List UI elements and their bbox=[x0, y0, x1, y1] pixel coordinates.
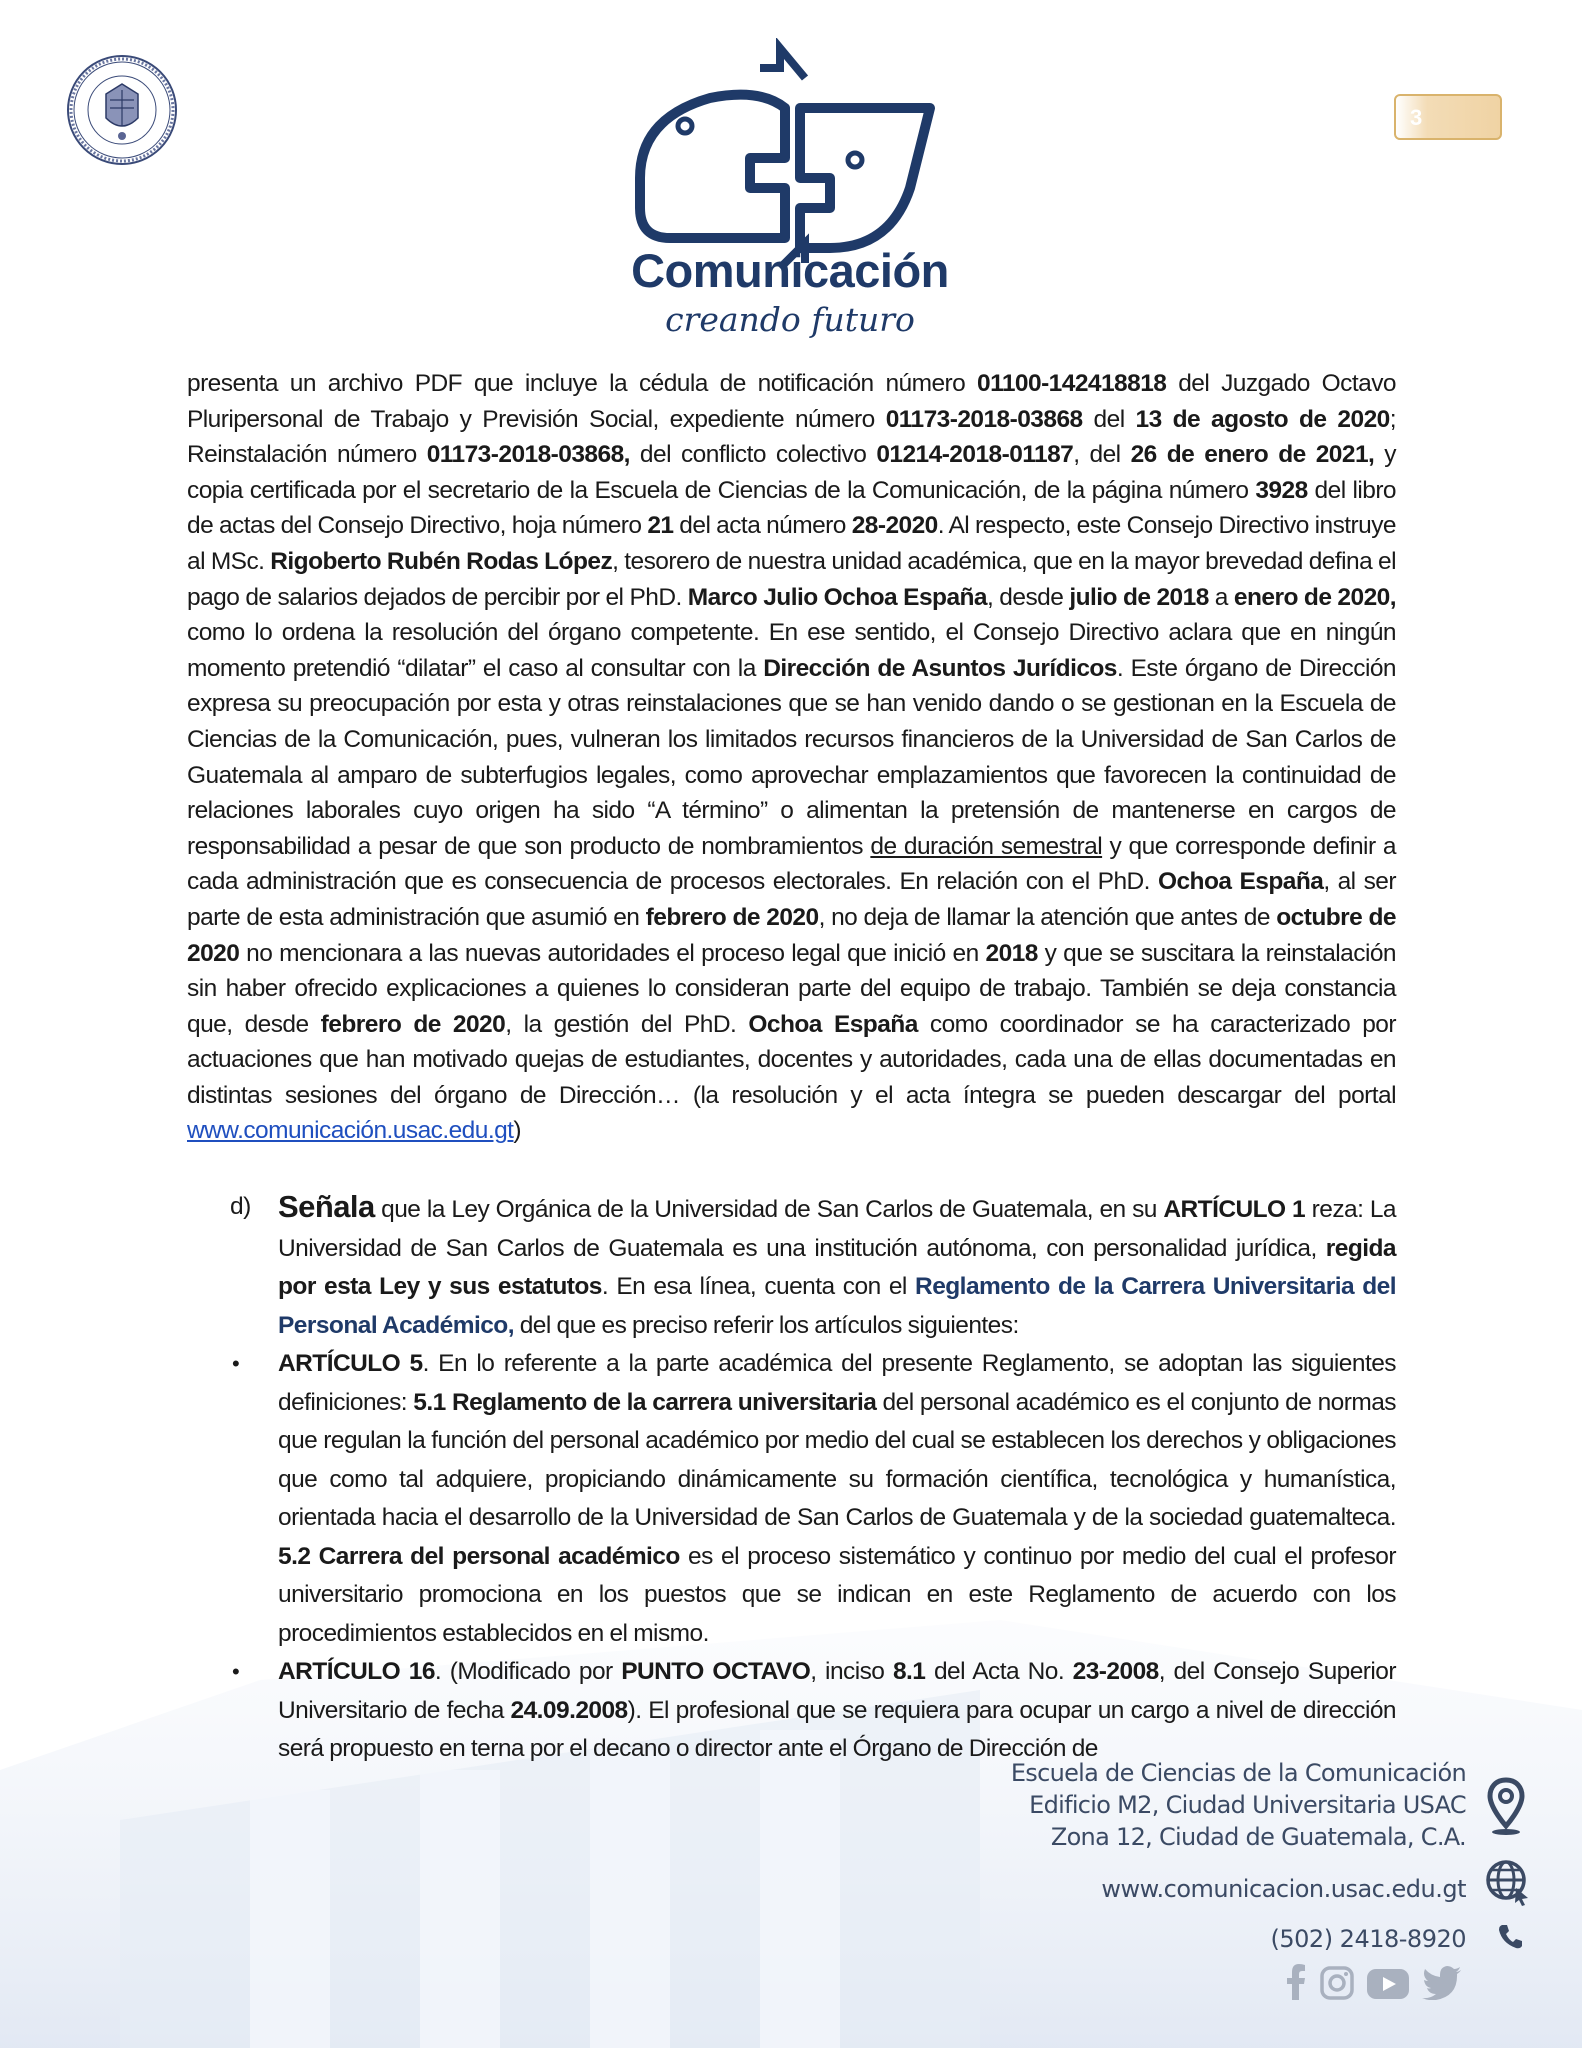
text-run: , propiciando dinámicamente su formación científica, tecnológica y humanística, orientada hacia el desarrollo de la Universidad de San Carlos de Guatemala y de la sociedad guatemalteca. bbox=[278, 1465, 1396, 1531]
list-item-d bbox=[230, 1188, 1396, 1345]
bold-text: PUNTO OCTAVO bbox=[621, 1658, 811, 1685]
underlined-text: por medio del cual el profesor universitario promociona en los puestos que se indican en este Reglamento de acuerdo con los procedimientos establecidos bbox=[278, 1542, 1396, 1647]
text-run: reza: La Universidad de San Carlos de Guatemala es una institución autónoma, con personalidad jurídica, bbox=[278, 1196, 1396, 1262]
text-run: del Juzgado Octavo Pluripersonal de Trabajo y Previsión Social, expediente número bbox=[187, 370, 1396, 433]
list-item-article-5 bbox=[230, 1345, 1396, 1653]
text-run: , tesorero de nuestra unidad académica, que en la mayor brevedad defina el pago de salarios dejados de percibir por el PhD. bbox=[187, 547, 1397, 611]
text-run: , del Consejo Superior Universitario de fecha bbox=[278, 1658, 1396, 1724]
footer-website[interactable]: www.comunicacion.usac.edu.gt bbox=[1101, 1875, 1466, 1903]
text-run: del conflicto colectivo bbox=[629, 441, 877, 469]
text-run: no mencionara a las nuevas autoridades el proceso legal que inició en bbox=[239, 939, 986, 967]
address-line: Escuela de Ciencias de la Comunicación bbox=[1010, 1759, 1466, 1787]
emphasis-word: Señala bbox=[278, 1189, 375, 1224]
main-paragraph bbox=[187, 366, 1396, 1149]
underlined-text: a nivel de dirección bbox=[1195, 1696, 1397, 1724]
person-name: Marco Julio Ochoa España bbox=[687, 583, 988, 611]
text-run: , no deja de llamar la atención que antes de bbox=[818, 903, 1277, 931]
twitter-icon[interactable] bbox=[1422, 1966, 1462, 2000]
text-run: , del bbox=[1073, 441, 1131, 469]
text-run: . En lo referente a la parte académica del presente Reglamento, se adoptan las siguientes definiciones: bbox=[278, 1350, 1396, 1416]
year: 2018 bbox=[985, 939, 1038, 967]
case-number: 01173-2018-03868 bbox=[885, 405, 1083, 433]
bold-text: 8.1 bbox=[892, 1658, 926, 1685]
logo-tagline: creando futuro bbox=[665, 300, 915, 339]
bold-text: regida por esta Ley y sus estatutos bbox=[278, 1234, 1396, 1300]
page-number-badge bbox=[1394, 94, 1502, 140]
list-marker: d) bbox=[230, 1193, 251, 1220]
article-title: ARTÍCULO 16 bbox=[278, 1658, 435, 1685]
address-line: Zona 12, Ciudad de Guatemala, C.A. bbox=[1050, 1823, 1466, 1851]
text-run: como coordinador se ha caracterizado por actuaciones que han motivado quejas de estudiantes, docentes y autoridades, cada una de ellas documentadas en distintas sesiones del órgano de Dirección… (la resolución y el acta íntegra se pueden descargar del portal bbox=[187, 1010, 1396, 1109]
date: octubre de 2020 bbox=[187, 903, 1396, 967]
article-title: ARTÍCULO 5 bbox=[278, 1350, 423, 1377]
conflict-number: 01214-2018-01187 bbox=[876, 441, 1074, 469]
youtube-icon[interactable] bbox=[1366, 1968, 1410, 2000]
text-run: del bbox=[1082, 405, 1136, 433]
text-run: en el mismo. bbox=[571, 1619, 709, 1647]
logo-wordmark: Comunicación bbox=[631, 244, 949, 297]
reinstatement-number: 01173-2018-03868, bbox=[426, 441, 630, 469]
date: 13 de agosto de 2020 bbox=[1135, 405, 1390, 433]
portal-link[interactable]: www.comunicación.usac.edu.gt bbox=[187, 1117, 514, 1145]
text-run: del personal académico es el conjunto de bbox=[876, 1388, 1318, 1416]
page-number: 3 bbox=[1410, 105, 1423, 130]
article-ref: ARTÍCULO 1 bbox=[1163, 1196, 1306, 1223]
footer-contact bbox=[1011, 1757, 1466, 1953]
university-seal-logo bbox=[66, 54, 178, 166]
address-line: Edificio M2, Ciudad Universitaria USAC bbox=[1029, 1791, 1466, 1819]
text-run: del que es preciso referir los artículos siguientes: bbox=[513, 1311, 1019, 1339]
text-run: , al ser parte de esta administración que asumió en bbox=[187, 868, 1396, 931]
person-name: Rigoberto Rubén Rodas López bbox=[270, 547, 613, 575]
location-pin-icon bbox=[1486, 1776, 1526, 1838]
person-name: Ochoa España bbox=[748, 1010, 918, 1038]
text-run: y que corresponde definir a cada administración que es consecuencia de procesos electorales. En relación con el PhD. bbox=[187, 832, 1396, 896]
footer-phone: (502) 2418-8920 bbox=[1270, 1925, 1466, 1953]
date: 26 de enero de 2021, bbox=[1130, 441, 1375, 469]
list-item-article-16 bbox=[230, 1653, 1396, 1769]
date: febrero de 2020 bbox=[645, 903, 819, 931]
text-run: como lo ordena la resolución del órgano competente. En ese sentido, el Consejo Directivo aclara que en ningún momento pretendió “dilatar” el caso al consultar con la bbox=[187, 619, 1396, 682]
date: julio de 2018 bbox=[1069, 583, 1209, 611]
text-run: ) bbox=[513, 1117, 522, 1145]
definition-title: 5.2 Carrera del personal académico bbox=[278, 1542, 680, 1570]
phone-icon bbox=[1496, 1922, 1524, 1950]
text-run: del libro de actas del Consejo Directivo, hoja número bbox=[187, 476, 1397, 540]
text-run: , la gestión del PhD. bbox=[505, 1010, 749, 1038]
bullet-icon: • bbox=[232, 1659, 240, 1684]
text-run: ; Reinstalación número bbox=[187, 405, 1396, 469]
sheet-number: 21 bbox=[647, 512, 674, 540]
globe-icon[interactable] bbox=[1484, 1858, 1532, 1906]
article-list bbox=[230, 1188, 1396, 1769]
facebook-icon[interactable] bbox=[1283, 1964, 1309, 2000]
text-run: que la Ley Orgánica de la Universidad de San Carlos de Guatemala, en su bbox=[374, 1196, 1164, 1223]
text-run: del acta número bbox=[673, 512, 852, 540]
text-run: . (Modificado por bbox=[434, 1658, 622, 1685]
text-run: . Al respecto, este Consejo Directivo instruye al MSc. bbox=[187, 512, 1396, 575]
text-run: . En esa línea, cuenta con el bbox=[601, 1273, 916, 1300]
regulation-title: Reglamento de la Carrera Universitaria del Personal Académico, bbox=[278, 1273, 1396, 1339]
text-run: , inciso bbox=[810, 1658, 893, 1685]
text-run: es el proceso sistemático y continuo bbox=[679, 1542, 1080, 1570]
date: febrero de 2020 bbox=[320, 1010, 506, 1038]
instagram-icon[interactable] bbox=[1320, 1966, 1354, 2000]
date: enero de 2020, bbox=[1233, 583, 1396, 611]
text-run: . Este órgano de Dirección expresa su preocupación por esta y otras reinstalaciones que se han venido dando o se gestionan en la Escuela de Ciencias de la Comunicación, pues, vulneran los limitados recursos financieros de la Universidad de San Carlos de Guatemala al amparo de subterfugios legales, como aprovechar emplazamientos que favorecen la continuidad de relaciones laborales cuyo origen ha sido “A término” o alimentan la pretensión de mantenerse en cargos de responsabilidad a pesar de que son producto de nombramientos bbox=[187, 654, 1396, 860]
act-number: 28-2020 bbox=[851, 512, 938, 540]
underlined-text: de duración semestral bbox=[870, 832, 1103, 860]
person-name: Ochoa España bbox=[1157, 868, 1324, 896]
bold-text: 23-2008 bbox=[1072, 1658, 1159, 1685]
text-run: y copia certificada por el secretario de la Escuela de Ciencias de la Comunicación, de la página número bbox=[187, 441, 1396, 504]
text-run: a bbox=[1208, 583, 1234, 611]
date: 24.09.2008 bbox=[510, 1696, 628, 1724]
text-run: y que se suscitara la reinstalación sin haber ofrecido explicaciones a quienes lo consideran parte del equipo de trabajo. También se deja constancia que, desde bbox=[187, 939, 1396, 1038]
text-run: presenta un archivo PDF que incluye la cédula de notificación número bbox=[187, 370, 978, 397]
text-run: , desde bbox=[987, 583, 1070, 611]
text-run: ). El profesional que se requiera para ocupar un cargo bbox=[627, 1696, 1196, 1724]
page-number-ref: 3928 bbox=[1255, 476, 1308, 504]
bullet-icon: • bbox=[232, 1351, 240, 1376]
department-name: Dirección de Asuntos Jurídicos bbox=[763, 654, 1117, 682]
definition-title: 5.1 Reglamento de la carrera universitaria bbox=[413, 1388, 877, 1416]
text-run: del Acta No. bbox=[925, 1658, 1073, 1685]
underlined-text: normas que regulan la función del personal académico por medio del cual se establecen los derechos y obligaciones que como tal adquiere bbox=[278, 1388, 1396, 1493]
text-run: será propuesto en terna por el decano o director ante el Órgano de Dirección de bbox=[278, 1735, 1098, 1762]
notification-number: 01100-142418818 bbox=[977, 370, 1167, 397]
